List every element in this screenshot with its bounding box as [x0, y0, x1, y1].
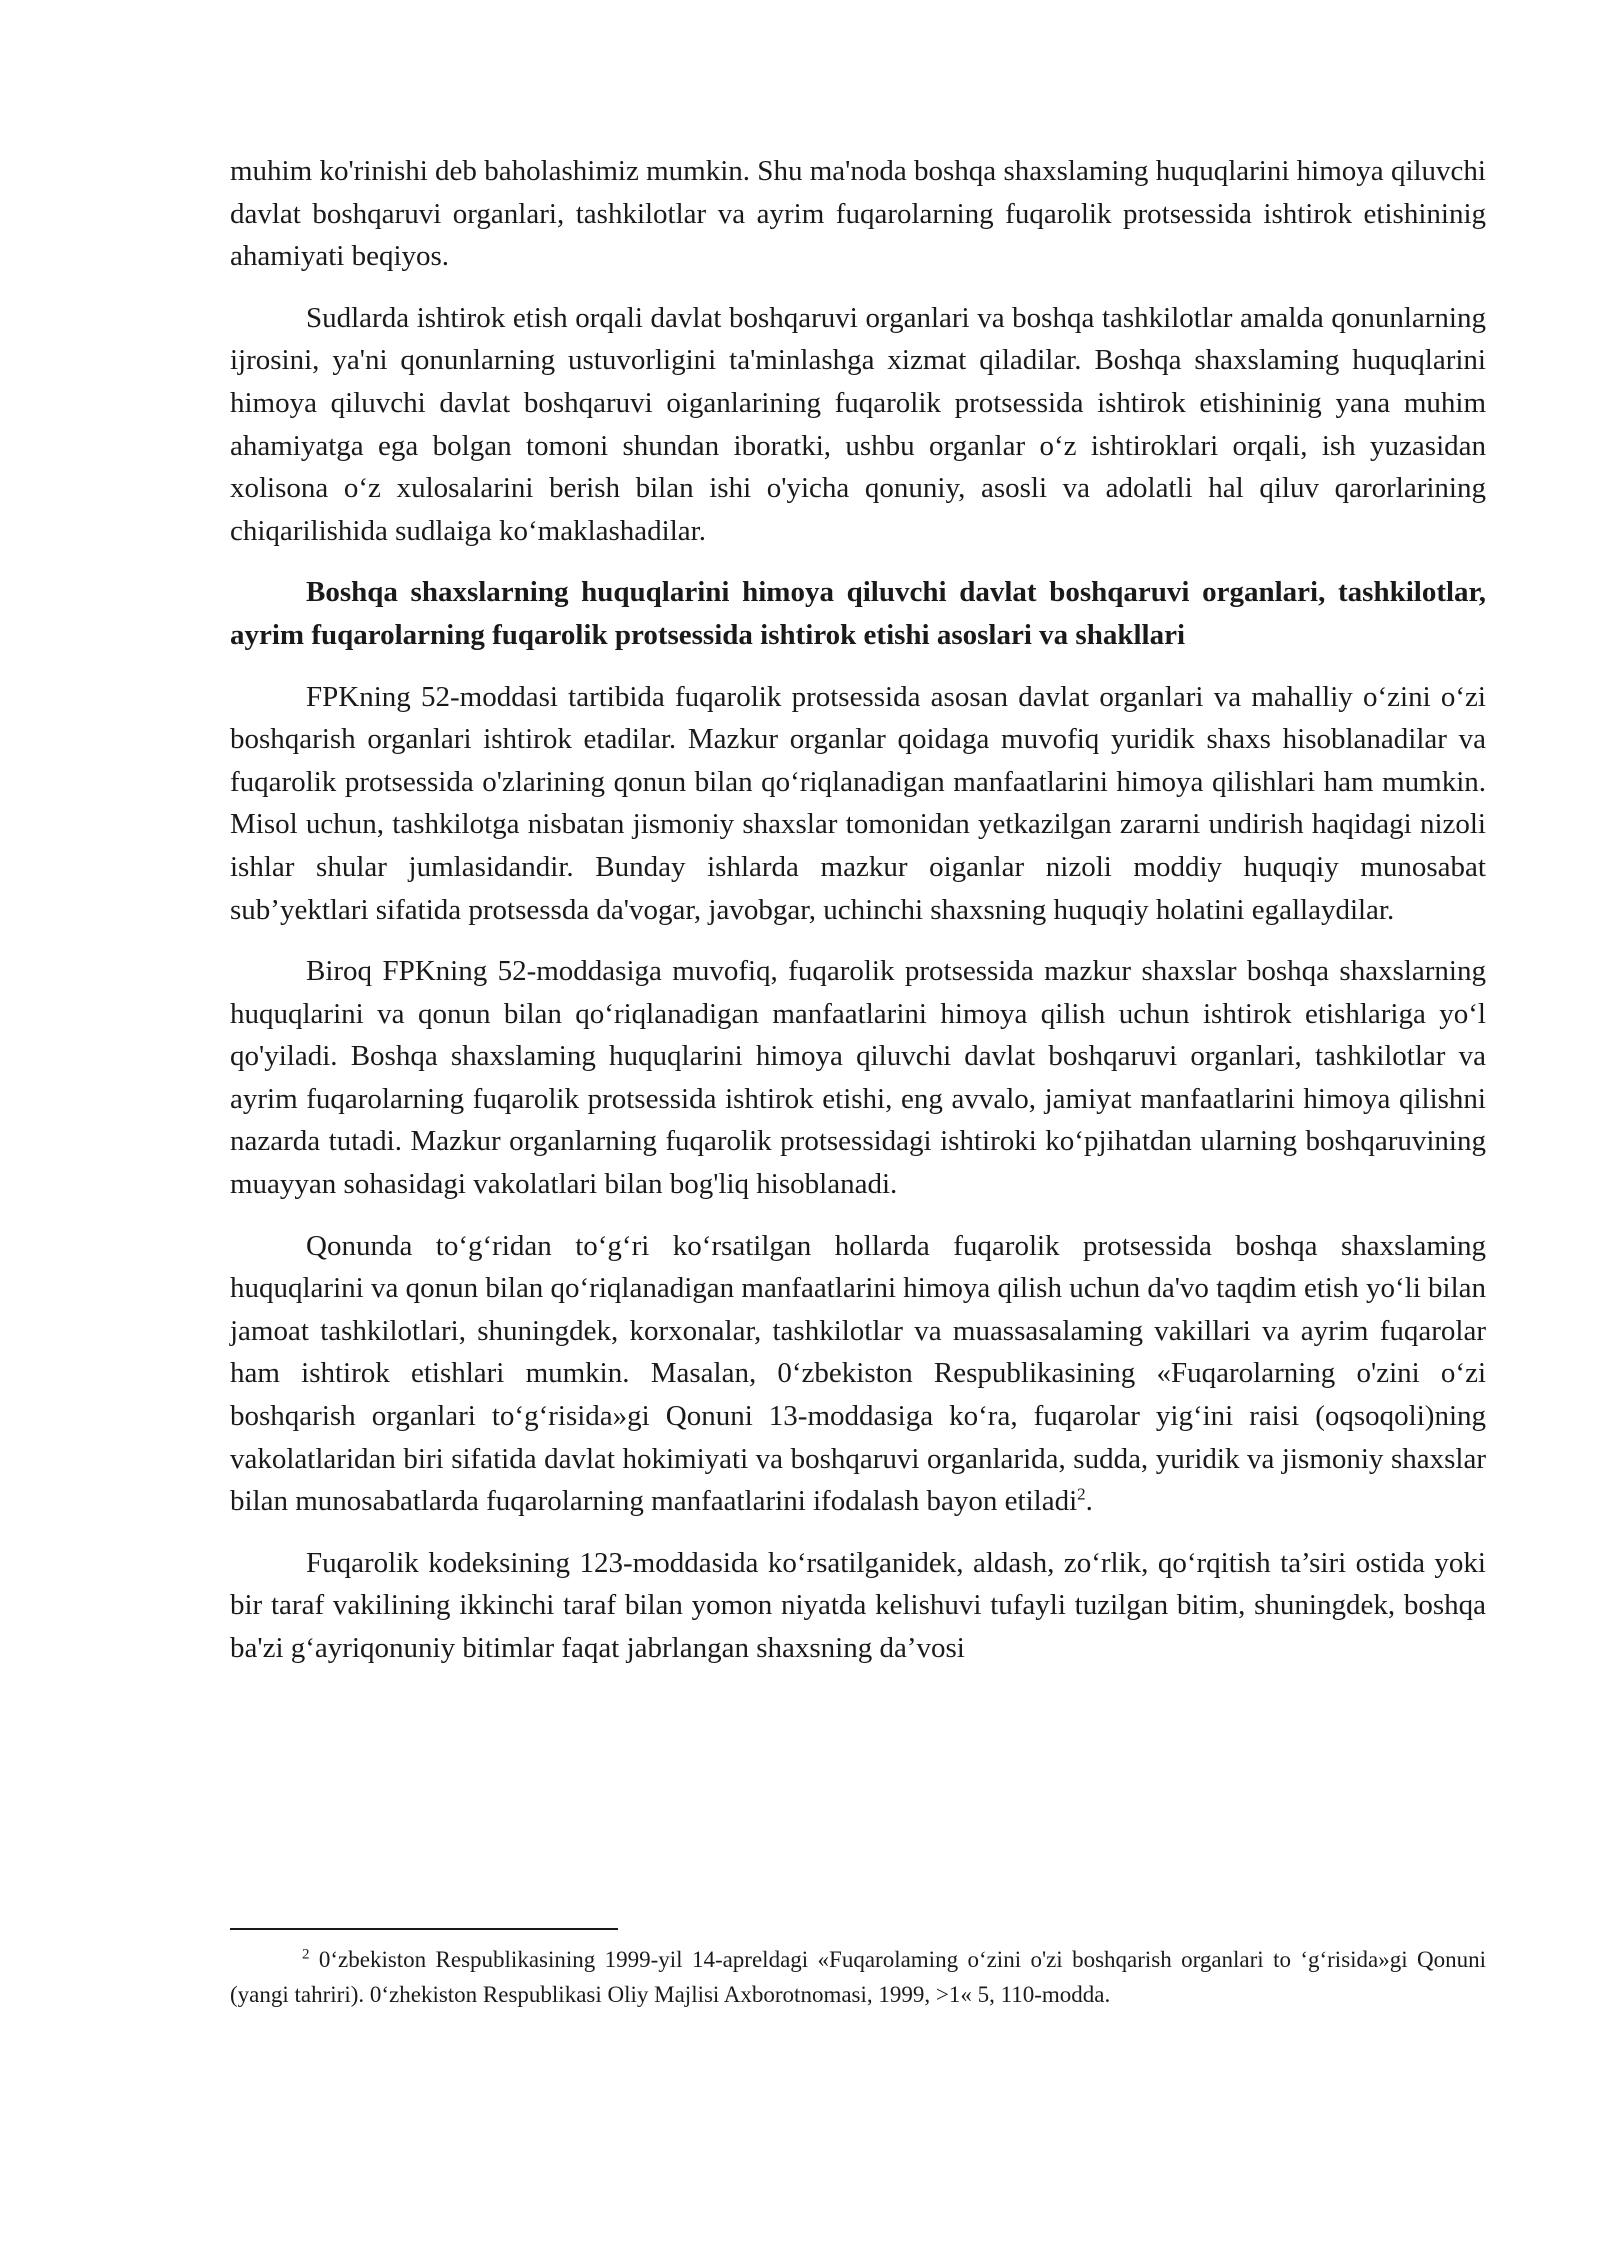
footnote-reference[interactable]: 2: [1077, 1484, 1086, 1504]
paragraph-intro: muhim ko'rinishi deb baholashimiz mumkin. Shu ma'noda boshqa shaxslaming huquqlarini himoya qiluvchi davlat boshqaruvi organlari, tashkilotlar va ayrim fuqarolarning fuqarolik protsessida ishtirok etishininig ahamiyati beqiyos.: [230, 155, 1486, 273]
paragraph-fpk-article-52: FPKning 52-moddasi tartibida fuqarolik protsessida asosan davlat organlari va mahalliy o‘zini o‘zi boshqarish organlari ishtirok etadilar. Mazkur organlar qoidaga muvofiq yuridik shaxs hisoblanadilar va fuqarolik protsessida o'zlarining qonun bilan qo‘riqlanadigan manfaatlarini himoya qilishlari ham mumkin. Misol uchun, tashkilotga nisbatan jismoniy shaxslar tomonidan yetkazilgan zararni undirish haqidagi nizoli ishlar shular jumlasidandir. Bunday ishlarda mazkur oiganlar nizoli moddiy huquqiy munosabat sub’yektlari sifatida protsessda da'vogar, javobgar, uchinchi shaxsning huquqiy holatini egallaydilar.: [230, 680, 1486, 926]
section-heading: Boshqa shaxslarning huquqlarini himoya qiluvchi davlat boshqaruvi organlari, tashkilotlar, ayrim fuqarolarning fuqarolik protsessida ishtirok etishi asoslari va shakllari: [230, 576, 1486, 651]
footnote-number: 2: [302, 1946, 310, 1963]
paragraph-civil-code-123: Fuqarolik kodeksining 123-moddasida ko‘rsatilganidek, aldash, zo‘rlik, qo‘rqitish ta’siri ostida yoki bir taraf vakilining ikkinchi taraf bilan yomon niyatda kelishuvi tufayli tuzilgan bitim, shuningdek, boshqa ba'zi g‘ayriqonuniy bitimlar faqat jabrlangan shaxsning da’vosi: [230, 1546, 1486, 1664]
footnote-text: 0‘zbekiston Respublikasining 1999-yil 14-apreldagi «Fuqarolaming o‘zini o'zi boshqarish organlari to ‘g‘risida»gi Qonuni (yangi tahriri). 0‘zhekiston Respublikasi Oliy Majlisi Axborotnomasi, 1999, >1« 5, 110-modda.: [230, 1947, 1486, 2007]
document-body: [230, 150, 1486, 1689]
paragraph-fpk-article-52-conformity: Biroq FPKning 52-moddasiga muvofiq, fuqarolik protsessida mazkur shaxslar boshqa shaxslarning huquqlarini va qonun bilan qo‘riqlanadigan manfaatlarini himoya qilish uchun ishtirok etishlariga yo‘l qo'yiladi. Boshqa shaxslaming huquqlarini himoya qiluvchi davlat boshqaruvi organlari, tashkilotlar va ayrim fuqarolarning fuqarolik protsessida ishtirok etishi, eng avvalo, jamiyat manfaatlarini himoya qilishni nazarda tutadi. Mazkur organlarning fuqarolik protsessidagi ishtiroki ko‘pjihatdan ularning boshqaruvining muayyan sohasidagi vakolatlari bilan bog'liq hisoblanadi.: [230, 955, 1486, 1201]
paragraph-law-cases-end: .: [1085, 1485, 1093, 1518]
paragraph-courts-participation: Sudlarda ishtirok etish orqali davlat boshqaruvi organlari va boshqa tashkilotlar amalda qonunlarning ijrosini, ya'ni qonunlarning ustuvorligini ta'minlashga xizmat qiladilar. Boshqa shaxslaming huquqlarini himoya qiluvchi davlat boshqaruvi oiganlarining fuqarolik protsessida ishtirok etishininig yana muhim ahamiyatga ega bolgan tomoni shundan iboratki, ushbu organlar o‘z ishtiroklari orqali, ish yuzasidan xolisona o‘z xulosalarini berish bilan ishi o'yicha qonuniy, asosli va adolatli hal qiluv qarorlarining chiqarilishida sudlaiga ko‘maklashadilar.: [230, 301, 1486, 547]
footnote-separator: [230, 1928, 618, 1930]
footnote: [230, 1942, 1486, 2012]
paragraph-law-cases-text: Qonunda to‘g‘ridan to‘g‘ri ko‘rsatilgan hollarda fuqarolik protsessida boshqa shaxslaming huquqlarini va qonun bilan qo‘riqlanadigan manfaatlarini himoya qilish uchun da'vo taqdim etish yo‘li bilan jamoat tashkilotlari, shuningdek, korxonalar, tashkilotlar va muassasalaming vakillari va ayrim fuqarolar ham ishtirok etishlari mumkin. Masalan, 0‘zbekiston Respublikasining «Fuqarolarning o'zini o‘zi boshqarish organlari to‘g‘risida»gi Qonuni 13-moddasiga ko‘ra, fuqarolar yig‘ini raisi (oqsoqoli)ning vakolatlaridan biri sifatida davlat hokimiyati va boshqaruvi organlarida, sudda, yuridik va jismoniy shaxslar bilan munosabatlarda fuqarolarning manfaatlarini ifodalash bayon etiladi: [230, 1229, 1486, 1518]
paragraph-law-cases: [230, 1225, 1486, 1523]
